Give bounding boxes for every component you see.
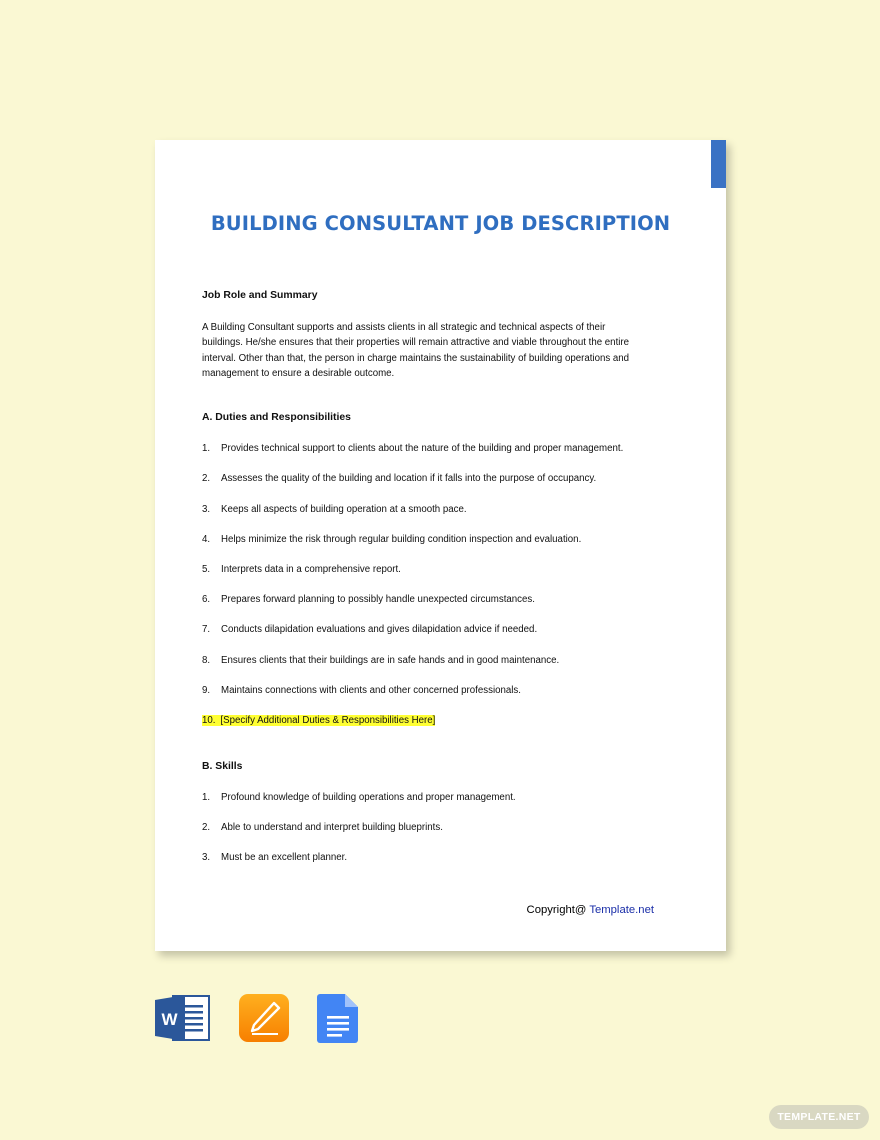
duty-item: 5. Interprets data in a comprehensive report. [202,564,401,575]
template-net-link[interactable]: Template.net [589,904,654,916]
duty-item: 4. Helps minimize the risk through regular building condition inspection and evaluation. [202,534,582,545]
duty-item: 8. Ensures clients that their buildings are in safe hands and in good maintenance. [202,655,560,666]
skill-item: 3. Must be an excellent planner. [202,852,348,863]
google-docs-icon[interactable] [317,993,359,1044]
role-summary-heading: Job Role and Summary [202,290,318,301]
word-icon[interactable] [155,994,211,1042]
corner-bookmark-tab [711,140,726,188]
duty-item: 7. Conducts dilapidation evaluations and gives dilapidation advice if needed. [202,624,538,635]
duty-item: 2. Assesses the quality of the building and location if it falls into the purpose of occupancy. [202,473,597,484]
document-page [155,140,726,951]
duties-heading: A. Duties and Responsibilities [202,412,351,423]
skills-heading: B. Skills [202,761,243,772]
duty-item-placeholder: 10. [Specify Additional Duties & Responsibilities Here] [202,715,436,726]
role-summary-text: A Building Consultant supports and assists clients in all strategic and technical aspects of their buildings. He/she ensures that their properties will remain attractive and viable throughout the entire interval. Other than that, the person in charge maintains the sustainability of building operations and management to ensure a desirable outcome. [202,322,630,379]
duty-item: 6. Prepares forward planning to possibly handle unexpected circumstances. [202,594,535,605]
copyright-notice [527,904,654,916]
skill-item: 1. Profound knowledge of building operations and proper management. [202,792,516,803]
duty-item: 3. Keeps all aspects of building operation at a smooth pace. [202,504,467,515]
document-title: BUILDING CONSULTANT JOB DESCRIPTION [210,212,671,235]
pages-icon[interactable] [238,993,290,1043]
skill-item: 2. Able to understand and interpret building blueprints. [202,822,443,833]
template-net-watermark: TEMPLATE.NET [769,1105,869,1129]
duty-item: 1. Provides technical support to clients about the nature of the building and proper management. [202,443,624,454]
svg-text:W: W [161,1010,178,1029]
duty-item: 9. Maintains connections with clients and other concerned professionals. [202,685,521,696]
copyright-prefix: Copyright@ [526,904,590,916]
